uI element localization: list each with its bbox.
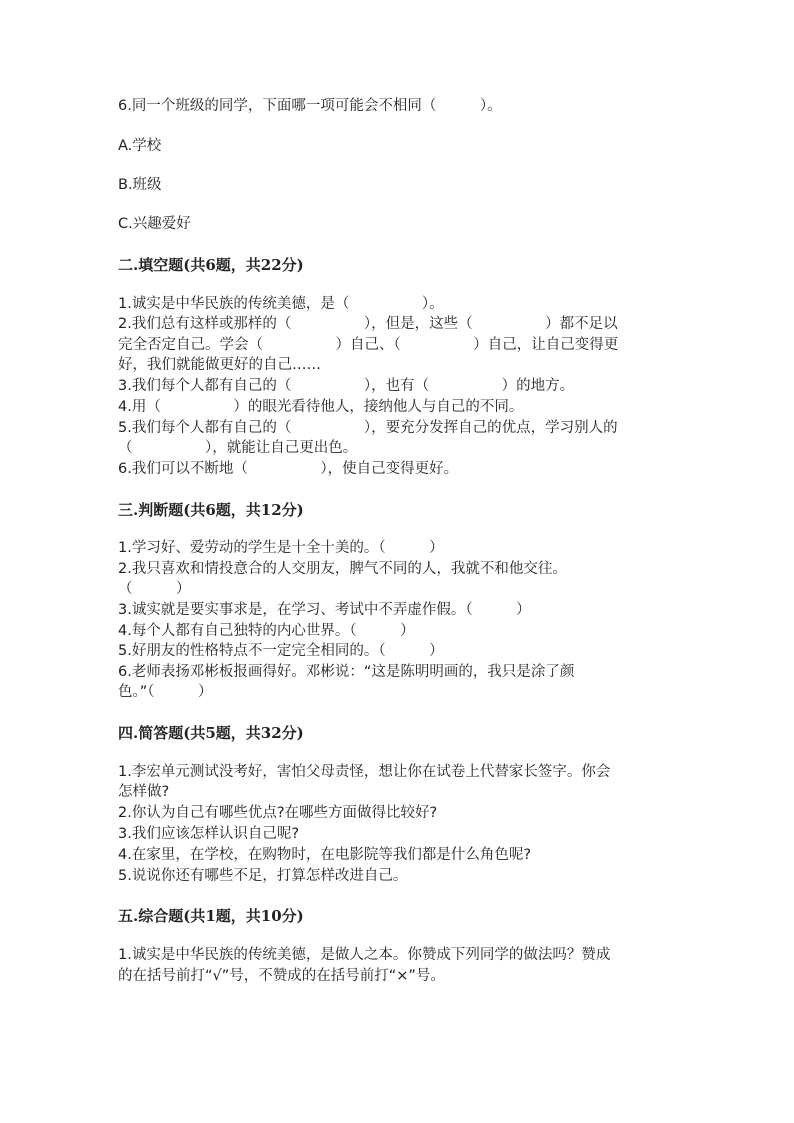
section-2-line: 6.我们可以不断地（ ），使自己变得更好。 <box>118 461 459 477</box>
section-3-line: 2.我只喜欢和情投意合的人交朋友，脾气不同的人，我就不和他交往。 <box>118 561 567 577</box>
section-3-line: 4.每个人都有自己独特的内心世界。（ ） <box>118 623 415 639</box>
option-a: A.学校 <box>118 138 162 154</box>
section-3-title: 三.判断题(共6题，共12分) <box>118 501 304 519</box>
section-4-line: 1.李宏单元测试没考好，害怕父母责怪，想让你在试卷上代替家长签字。你会 <box>118 764 611 780</box>
section-2-line: （ ），就能让自己更出色。 <box>118 440 358 456</box>
question-6: 6.同一个班级的同学，下面哪一项可能会不相同（ ）。 <box>118 98 502 114</box>
section-5-title: 五.综合题(共1题，共10分) <box>118 907 304 925</box>
section-4-title: 四.简答题(共5题，共32分) <box>118 724 304 742</box>
section-2-line: 4.用（ ）的眼光看待他人，接纳他人与自己的不同。 <box>118 399 524 415</box>
section-3-line: （ ） <box>118 581 191 597</box>
section-4-line: 3.我们应该怎样认识自己呢? <box>118 826 300 842</box>
section-3-line: 6.老师表扬邓彬板报画得好。邓彬说：“这是陈明明画的，我只是涂了颜 <box>118 664 575 680</box>
option-b: B.班级 <box>118 177 162 193</box>
section-3-line: 3.诚实就是要实事求是，在学习、考试中不弄虚作假。（ ） <box>118 602 531 618</box>
section-2-line: 3.我们每个人都有自己的（ ），也有（ ）的地方。 <box>118 378 575 394</box>
section-4-line: 5.说说你还有哪些不足，打算怎样改进自己。 <box>118 868 408 884</box>
section-2-line: 5.我们每个人都有自己的（ ），要充分发挥自己的优点，学习别人的 <box>118 420 618 436</box>
section-4-line: 2.你认为自己有哪些优点?在哪些方面做得比较好? <box>118 805 438 821</box>
section-2-line: 完全否定自己。学会（ ）自己、（ ）自己，让自己变得更 <box>118 337 619 353</box>
section-2-title: 二.填空题(共6题，共22分) <box>118 256 304 274</box>
option-c: C.兴趣爱好 <box>118 216 191 232</box>
section-2-line: 2.我们总有这样或那样的（ ），但是，这些（ ）都不足以 <box>118 316 618 332</box>
section-4-line: 4.在家里，在学校，在购物时，在电影院等我们都是什么角色呢? <box>118 847 532 863</box>
section-3-line: 色。”（ ） <box>118 684 213 700</box>
section-5-line: 的在括号前打“√”号，不赞成的在括号前打“×”号。 <box>118 968 445 984</box>
section-3-line: 5.好朋友的性格特点不一定完全相同的。（ ） <box>118 643 444 659</box>
section-2-line: 1.诚实是中华民族的传统美德，是（ ）。 <box>118 296 444 312</box>
section-5-line: 1.诚实是中华民族的传统美德，是做人之本。你赞成下列同学的做法吗？赞成 <box>118 947 611 963</box>
section-4-line: 怎样做? <box>118 784 170 800</box>
section-2-line: 好，我们就能做更好的自己…… <box>118 357 321 373</box>
section-3-line: 1.学习好、爱劳动的学生是十全十美的。（ ） <box>118 540 444 556</box>
